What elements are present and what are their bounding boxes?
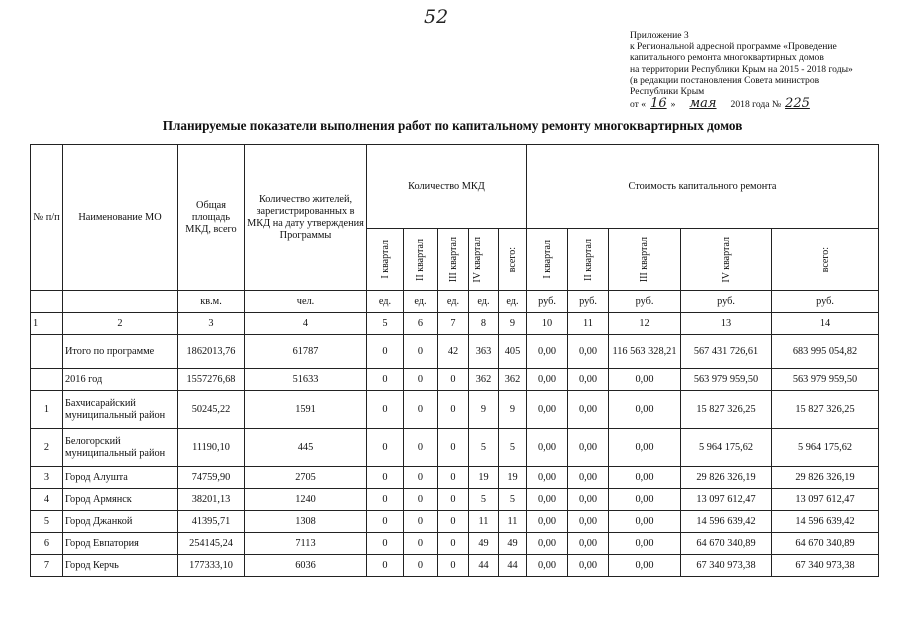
- row-cost-q3: 0,00: [609, 369, 681, 391]
- appendix-line: к Региональной адресной программе «Проведение: [630, 41, 837, 53]
- table-row: [31, 555, 879, 577]
- row-cost-q2: 0,00: [568, 429, 609, 467]
- date-month: мая: [689, 96, 717, 112]
- row-area: 1862013,76: [178, 335, 245, 369]
- resolution-number: 225: [785, 96, 810, 112]
- row-name: Город Джанкой: [63, 511, 178, 533]
- table-row: [31, 429, 879, 467]
- row-num: 1: [31, 391, 63, 429]
- row-cost-q1: 0,00: [527, 511, 568, 533]
- col-number: 6: [404, 313, 438, 335]
- date-prefix: от «: [630, 99, 647, 111]
- row-cost-q3: 0,00: [609, 533, 681, 555]
- unit-cell: чел.: [245, 291, 367, 313]
- row-area: 38201,13: [178, 489, 245, 511]
- header-num: № п/п: [31, 145, 63, 291]
- row-count-q1: 0: [367, 335, 404, 369]
- col-number: 2: [63, 313, 178, 335]
- row-count-total: 362: [499, 369, 527, 391]
- appendix-line: Приложение 3: [630, 30, 689, 41]
- header-cost-total: всего:: [819, 246, 831, 273]
- row-cost-q3: 0,00: [609, 391, 681, 429]
- row-count-q3: 0: [438, 555, 469, 577]
- col-number: 10: [527, 313, 568, 335]
- unit-cell: руб.: [681, 291, 772, 313]
- appendix-note: [630, 30, 900, 110]
- row-cost-total: 29 826 326,19: [772, 467, 879, 489]
- header-cost-q4: IV квартал: [720, 236, 732, 283]
- header-cost-q2: II квартал: [582, 238, 594, 281]
- row-cost-q4: 29 826 326,19: [681, 467, 772, 489]
- table-row: [31, 391, 879, 429]
- appendix-line: капитального ремонта многоквартирных домов: [630, 52, 824, 64]
- row-cost-q1: 0,00: [527, 335, 568, 369]
- page-number: 52: [424, 6, 449, 28]
- row-num: 6: [31, 533, 63, 555]
- row-cost-total: 15 827 326,25: [772, 391, 879, 429]
- row-residents: 1240: [245, 489, 367, 511]
- row-cost-q3: 0,00: [609, 511, 681, 533]
- col-number: 12: [609, 313, 681, 335]
- row-count-q3: 0: [438, 369, 469, 391]
- document-title: Планируемые показатели выполнения работ по капитальному ремонту многоквартирных домов: [162, 118, 743, 133]
- row-cost-q2: 0,00: [568, 467, 609, 489]
- row-cost-q2: 0,00: [568, 391, 609, 429]
- col-number: 3: [178, 313, 245, 335]
- row-count-total: 9: [499, 391, 527, 429]
- row-count-q3: 42: [438, 335, 469, 369]
- header-count-group: Количество МКД: [367, 145, 527, 229]
- row-name: Город Евпатория: [63, 533, 178, 555]
- row-count-q3: 0: [438, 391, 469, 429]
- header-count-q4: IV квартал: [471, 236, 483, 283]
- row-cost-q2: 0,00: [568, 533, 609, 555]
- row-cost-q1: 0,00: [527, 429, 568, 467]
- unit-cell: руб.: [772, 291, 879, 313]
- row-count-q3: 0: [438, 511, 469, 533]
- row-count-q4: 362: [469, 369, 499, 391]
- row-cost-q3: 0,00: [609, 555, 681, 577]
- row-count-q1: 0: [367, 533, 404, 555]
- row-count-total: 5: [499, 429, 527, 467]
- row-count-q3: 0: [438, 467, 469, 489]
- row-cost-q1: 0,00: [527, 533, 568, 555]
- row-cost-q1: 0,00: [527, 391, 568, 429]
- row-cost-total: 13 097 612,47: [772, 489, 879, 511]
- row-num: 3: [31, 467, 63, 489]
- row-cost-total: 5 964 175,62: [772, 429, 879, 467]
- row-num: 4: [31, 489, 63, 511]
- col-number: 7: [438, 313, 469, 335]
- table-row: [31, 467, 879, 489]
- row-residents: 1308: [245, 511, 367, 533]
- row-cost-q2: 0,00: [568, 369, 609, 391]
- row-cost-q1: 0,00: [527, 369, 568, 391]
- row-count-q2: 0: [404, 511, 438, 533]
- row-area: 177333,10: [178, 555, 245, 577]
- col-number: 14: [772, 313, 879, 335]
- row-count-total: 44: [499, 555, 527, 577]
- row-cost-q3: 0,00: [609, 489, 681, 511]
- row-cost-q4: 563 979 959,50: [681, 369, 772, 391]
- col-number: 5: [367, 313, 404, 335]
- row-cost-q1: 0,00: [527, 467, 568, 489]
- row-residents: 445: [245, 429, 367, 467]
- row-count-q2: 0: [404, 467, 438, 489]
- row-count-q1: 0: [367, 489, 404, 511]
- row-count-q4: 5: [469, 429, 499, 467]
- row-cost-q2: 0,00: [568, 489, 609, 511]
- row-cost-q2: 0,00: [568, 511, 609, 533]
- row-count-q4: 11: [469, 511, 499, 533]
- row-count-q1: 0: [367, 429, 404, 467]
- col-number: 1: [31, 313, 63, 335]
- row-name: Город Алушта: [63, 467, 178, 489]
- row-cost-q3: 116 563 328,21: [609, 335, 681, 369]
- row-count-q4: 44: [469, 555, 499, 577]
- col-number: 8: [469, 313, 499, 335]
- row-cost-q3: 0,00: [609, 467, 681, 489]
- unit-cell: кв.м.: [178, 291, 245, 313]
- col-number: 11: [568, 313, 609, 335]
- row-area: 50245,22: [178, 391, 245, 429]
- row-name: Бахчисарайский муниципальный район: [63, 391, 178, 429]
- unit-cell: ед.: [469, 291, 499, 313]
- row-count-q2: 0: [404, 489, 438, 511]
- resolution-date: [630, 98, 900, 110]
- row-count-q2: 0: [404, 369, 438, 391]
- row-count-q1: 0: [367, 511, 404, 533]
- row-cost-q1: 0,00: [527, 555, 568, 577]
- appendix-line: на территории Республики Крым на 2015 - 2018 годы»: [630, 63, 853, 75]
- row-residents: 7113: [245, 533, 367, 555]
- row-cost-q4: 14 596 639,42: [681, 511, 772, 533]
- row-area: 41395,71: [178, 511, 245, 533]
- row-cost-q2: 0,00: [568, 335, 609, 369]
- appendix-line: Республики Крым: [630, 86, 705, 98]
- row-cost-total: 683 995 054,82: [772, 335, 879, 369]
- row-cost-q3: 0,00: [609, 429, 681, 467]
- row-name: Город Армянск: [63, 489, 178, 511]
- header-cost-q1: I квартал: [541, 240, 553, 279]
- row-name: Город Керчь: [63, 555, 178, 577]
- row-num: 2: [31, 429, 63, 467]
- unit-cell: руб.: [609, 291, 681, 313]
- row-name: 2016 год: [63, 369, 178, 391]
- unit-cell: ед.: [367, 291, 404, 313]
- row-area: 254145,24: [178, 533, 245, 555]
- row-count-total: 11: [499, 511, 527, 533]
- header-count-q2: II квартал: [415, 238, 426, 281]
- row-count-q3: 0: [438, 533, 469, 555]
- table-row: [31, 335, 879, 369]
- row-cost-q4: 67 340 973,38: [681, 555, 772, 577]
- table-body: [31, 335, 879, 577]
- row-count-q4: 49: [469, 533, 499, 555]
- unit-cell: ед.: [438, 291, 469, 313]
- header-cost-group: Стоимость капитального ремонта: [527, 145, 879, 229]
- header-area: Общая площадь МКД, всего: [178, 145, 245, 291]
- unit-cell: руб.: [527, 291, 568, 313]
- row-cost-total: 563 979 959,50: [772, 369, 879, 391]
- indicators-table: [30, 144, 879, 577]
- row-residents: 1591: [245, 391, 367, 429]
- row-count-total: 405: [499, 335, 527, 369]
- row-cost-q2: 0,00: [568, 555, 609, 577]
- row-name: Белогорский муниципальный район: [63, 429, 178, 467]
- row-residents: 61787: [245, 335, 367, 369]
- row-count-q4: 5: [469, 489, 499, 511]
- row-count-q1: 0: [367, 555, 404, 577]
- header-count-q3: III квартал: [447, 236, 459, 283]
- table-row: [31, 533, 879, 555]
- row-count-q4: 9: [469, 391, 499, 429]
- row-count-q1: 0: [367, 391, 404, 429]
- header-count-total: всего:: [507, 246, 518, 273]
- row-num: [31, 335, 63, 369]
- col-number: 13: [681, 313, 772, 335]
- unit-cell: [31, 291, 63, 313]
- date-mid: »: [670, 99, 676, 111]
- date-day: 16: [650, 96, 667, 112]
- col-number: 4: [245, 313, 367, 335]
- unit-cell: ед.: [404, 291, 438, 313]
- row-cost-q1: 0,00: [527, 489, 568, 511]
- header-name: Наименование МО: [63, 145, 178, 291]
- unit-cell: ед.: [499, 291, 527, 313]
- row-count-total: 49: [499, 533, 527, 555]
- row-cost-total: 64 670 340,89: [772, 533, 879, 555]
- row-num: [31, 369, 63, 391]
- row-residents: 2705: [245, 467, 367, 489]
- row-name: Итого по программе: [63, 335, 178, 369]
- row-count-q3: 0: [438, 489, 469, 511]
- row-cost-q4: 567 431 726,61: [681, 335, 772, 369]
- table-row: [31, 369, 879, 391]
- row-count-q2: 0: [404, 555, 438, 577]
- unit-cell: [63, 291, 178, 313]
- row-count-q4: 363: [469, 335, 499, 369]
- row-cost-total: 14 596 639,42: [772, 511, 879, 533]
- appendix-line: (в редакции постановления Совета министров: [630, 74, 820, 86]
- row-cost-q4: 15 827 326,25: [681, 391, 772, 429]
- row-count-q2: 0: [404, 429, 438, 467]
- row-residents: 51633: [245, 369, 367, 391]
- row-num: 5: [31, 511, 63, 533]
- header-cost-q3: III квартал: [639, 236, 650, 283]
- header-count-q1: I квартал: [379, 240, 391, 279]
- date-year: 2018 года №: [730, 99, 782, 111]
- row-count-q3: 0: [438, 429, 469, 467]
- row-cost-q4: 13 097 612,47: [681, 489, 772, 511]
- row-count-total: 19: [499, 467, 527, 489]
- table-row: [31, 511, 879, 533]
- col-number: 9: [499, 313, 527, 335]
- row-count-q2: 0: [404, 335, 438, 369]
- row-area: 11190,10: [178, 429, 245, 467]
- header-residents: Количество жителей, зарегистрированных в МКД на дату утверждения Программы: [245, 145, 367, 291]
- row-cost-total: 67 340 973,38: [772, 555, 879, 577]
- row-cost-q4: 64 670 340,89: [681, 533, 772, 555]
- unit-cell: руб.: [568, 291, 609, 313]
- row-count-total: 5: [499, 489, 527, 511]
- row-area: 74759,90: [178, 467, 245, 489]
- row-cost-q4: 5 964 175,62: [681, 429, 772, 467]
- row-count-q4: 19: [469, 467, 499, 489]
- row-count-q2: 0: [404, 533, 438, 555]
- row-residents: 6036: [245, 555, 367, 577]
- row-count-q1: 0: [367, 369, 404, 391]
- row-count-q2: 0: [404, 391, 438, 429]
- row-area: 1557276,68: [178, 369, 245, 391]
- row-num: 7: [31, 555, 63, 577]
- table-row: [31, 489, 879, 511]
- row-count-q1: 0: [367, 467, 404, 489]
